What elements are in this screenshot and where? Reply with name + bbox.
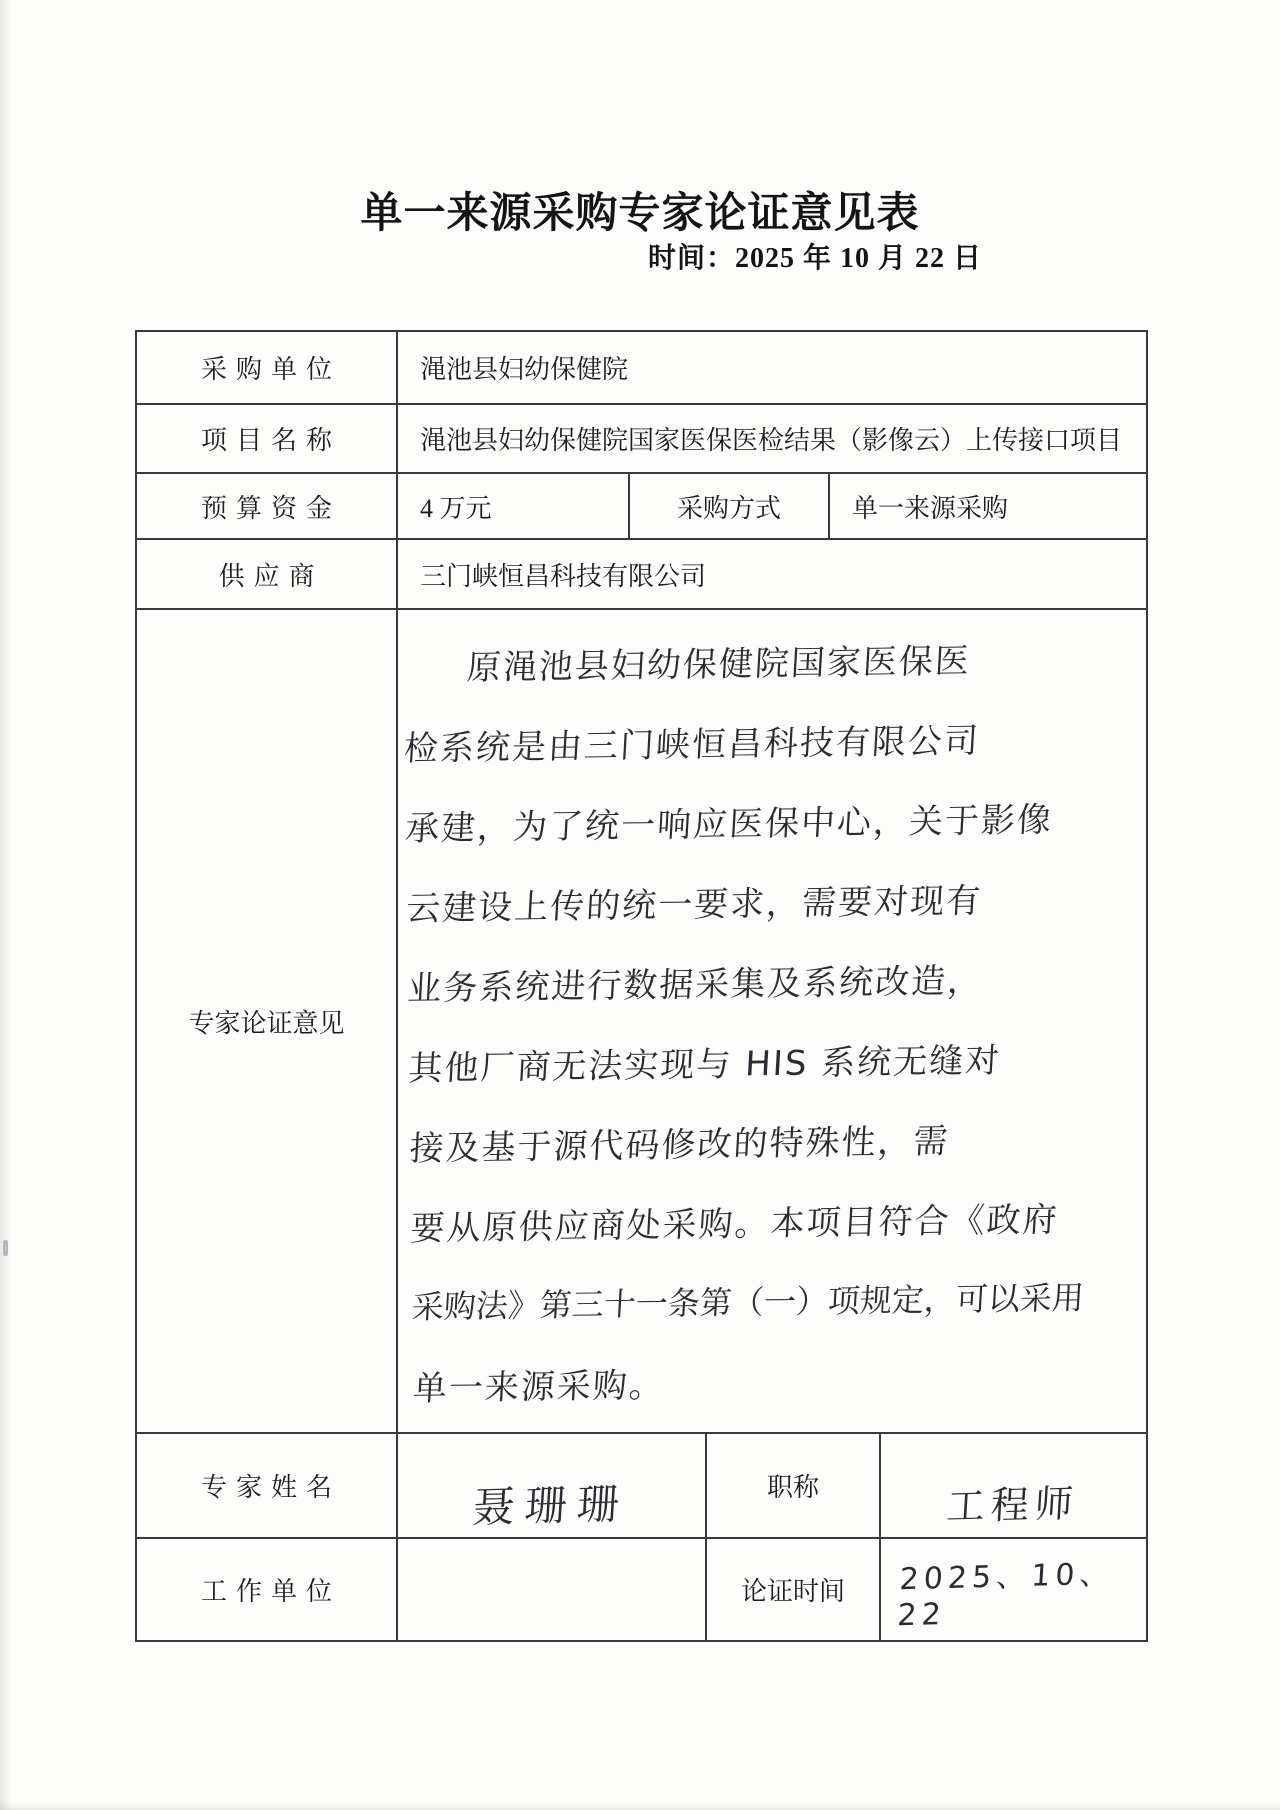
- review-time-handwriting: 2025、10、22: [896, 1556, 1116, 1634]
- method-value: 单一来源采购: [852, 493, 1009, 523]
- work-unit-label-cell: [137, 1539, 398, 1640]
- supplier-label-cell: [137, 540, 398, 608]
- row-project: [137, 405, 1146, 474]
- opinion-handwriting-line: 云建设上传的统一要求，需要对现有: [405, 880, 984, 929]
- opinion-handwriting-block: [392, 605, 1151, 1425]
- purchaser-label-cell: [137, 332, 398, 403]
- project-value: 渑池县妇幼保健院国家医保医检结果（影像云）上传接口项目: [420, 426, 1123, 455]
- row-supplier: [137, 540, 1146, 610]
- project-value-cell: [398, 405, 1146, 472]
- opinion-content-cell: [398, 610, 1146, 1432]
- opinion-handwriting-line: 单一来源采购。: [411, 1365, 667, 1409]
- row-purchaser: [137, 332, 1146, 405]
- opinion-handwriting-line: 业务系统进行数据采集及系统改造，: [406, 960, 985, 1009]
- row-work-unit: [137, 1539, 1146, 1640]
- review-time-value-cell: [881, 1539, 1146, 1640]
- opinion-label-cell: [137, 610, 398, 1432]
- method-label: 采购方式: [676, 493, 781, 523]
- row-expert-name: [137, 1434, 1146, 1539]
- budget-value: 4 万元: [420, 493, 492, 523]
- scan-artifact: [3, 1240, 8, 1256]
- expert-signature-handwriting: 聂珊珊: [471, 1478, 632, 1533]
- purchaser-value-cell: [398, 332, 1146, 403]
- opinion-handwriting-line: 检系统是由三门峡恒昌科技有限公司: [402, 720, 982, 769]
- purchaser-value: 渑池县妇幼保健院: [420, 355, 629, 384]
- opinion-handwriting-line: 接及基于源代码修改的特殊性，需: [408, 1121, 951, 1169]
- opinion-handwriting-line: 采购法》第三十一条第（一）项规定，可以采用: [410, 1278, 1085, 1327]
- opinion-handwriting-line: 要从原供应商处采购。本项目符合《政府: [409, 1199, 1060, 1249]
- opinion-form-table: [135, 330, 1148, 1642]
- opinion-handwriting-line: 原渑池县妇幼保健院国家医保医: [465, 640, 972, 688]
- document-title: 单一来源采购专家论证意见表: [360, 191, 920, 237]
- expert-name-label-cell: [137, 1434, 398, 1537]
- opinion-handwriting-line: 承建，为了统一响应医保中心，关于影像: [403, 799, 1055, 849]
- budget-label: 预算资金: [200, 493, 341, 523]
- method-label-cell: [630, 474, 830, 538]
- job-title-handwriting: 工程师: [945, 1481, 1081, 1529]
- row-expert-opinion: [137, 610, 1146, 1434]
- review-time-label-cell: [707, 1539, 881, 1640]
- opinion-handwriting-line: 其他厂商无法实现与 HIS 系统无缝对: [407, 1040, 1003, 1089]
- method-value-cell: [830, 474, 1146, 538]
- job-title-label-cell: [707, 1434, 881, 1537]
- project-label-cell: [137, 405, 398, 472]
- budget-value-cell: [398, 474, 630, 538]
- row-budget-method: [137, 474, 1146, 540]
- opinion-label: 专家论证意见: [188, 1008, 345, 1038]
- supplier-value: 三门峡恒昌科技有限公司: [420, 561, 707, 591]
- work-unit-value-cell: [398, 1539, 707, 1640]
- job-title-label: 职称: [766, 1473, 819, 1502]
- job-title-value-cell: [881, 1434, 1146, 1537]
- review-time-label: 论证时间: [740, 1577, 845, 1606]
- work-unit-label: 工作单位: [200, 1577, 341, 1606]
- supplier-label: 供应商: [218, 561, 324, 591]
- purchaser-label: 采购单位: [200, 355, 341, 384]
- expert-signature-cell: [398, 1434, 707, 1537]
- supplier-value-cell: [398, 540, 1146, 608]
- expert-name-label: 专家姓名: [200, 1473, 341, 1502]
- document-date-line: 时间：2025 年 10 月 22 日: [648, 243, 983, 274]
- project-label: 项目名称: [200, 426, 341, 455]
- budget-label-cell: [137, 474, 398, 538]
